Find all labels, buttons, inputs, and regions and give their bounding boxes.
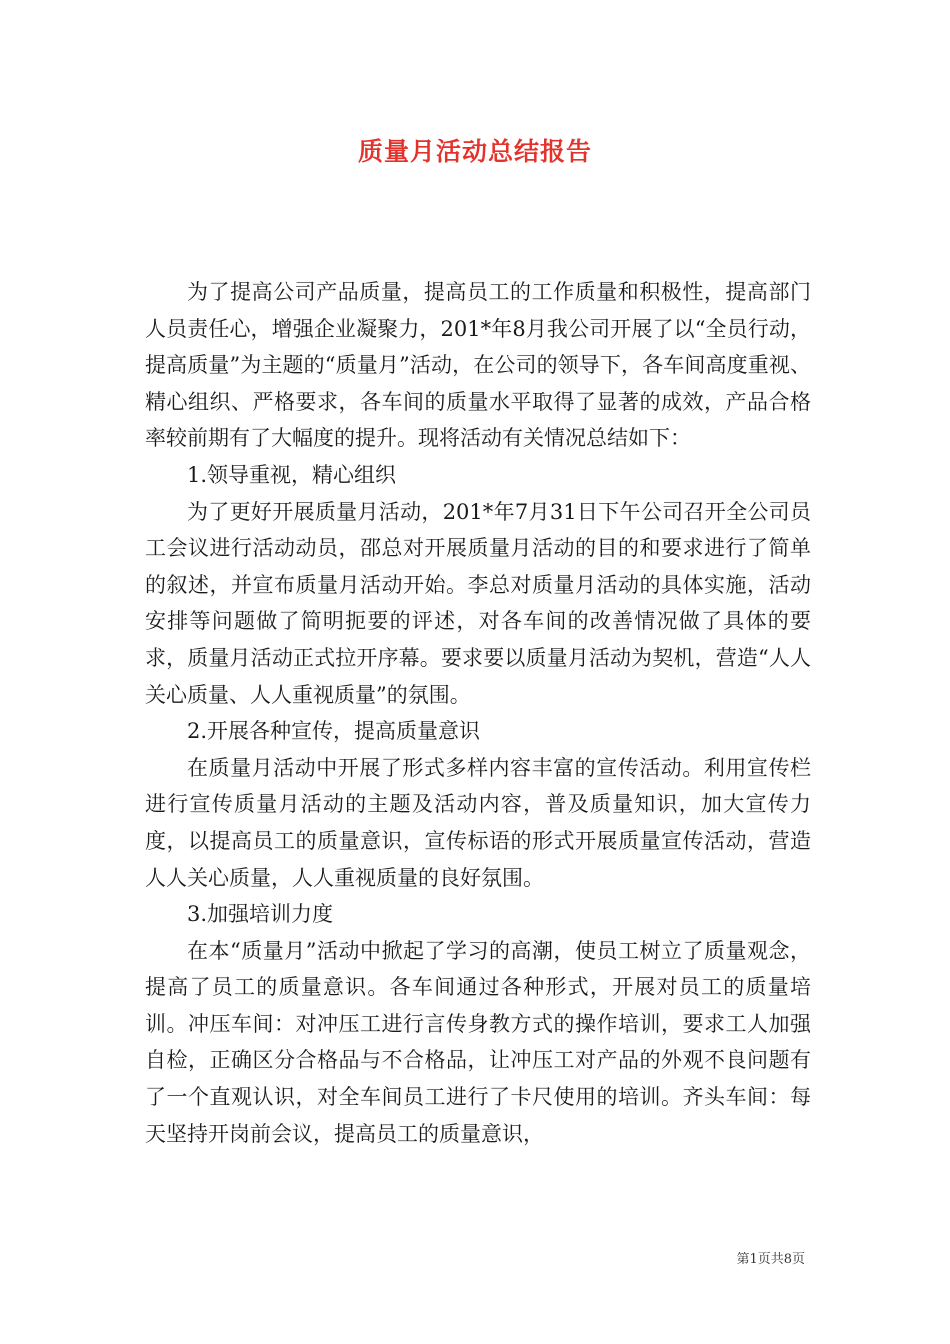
paragraph-section-3: 在本“质量月”活动中掀起了学习的高潮，使员工树立了质量观念，提高了员工的质量意识。各车间通过各种形式，开展对员工的质量培训。冲压车间：对冲压工进行言传身教方式的操作培训，要求工人加强自检，正确区分合格品与不合格品，让冲压工对产品的外观不良问题有了一个直观认识，对全车间员工进行了卡尺使用的培训。齐头车间：每天坚持开岗前会议，提高员工的质量意识， [145, 938, 811, 1146]
section-heading-1: 1.领导重视，精心组织 [187, 462, 397, 487]
page-number: 第1页共8页 [736, 1252, 805, 1267]
section-heading-3: 3.加强培训力度 [187, 902, 334, 927]
document-title: 质量月活动总结报告 [357, 137, 592, 166]
paragraph-section-2: 在质量月活动中开展了形式多样内容丰富的宣传活动。利用宣传栏进行宣传质量月活动的主题及活动内容，普及质量知识，加大宣传力度，以提高员工的质量意识，宣传标语的形式开展质量宣传活动，营造人人关心质量，人人重视质量的良好氛围。 [145, 755, 811, 890]
paragraph-intro: 为了提高公司产品质量，提高员工的工作质量和积极性，提高部门人员责任心，增强企业凝聚力，201*年8月我公司开展了以“全员行动，提高质量”为主题的“质量月”活动，在公司的领导下，各车间高度重视、精心组织、严格要求，各车间的质量水平取得了显著的成效，产品合格率较前期有了大幅度的提升。现将活动有关情况总结如下： [145, 280, 811, 451]
paragraph-section-1: 为了更好开展质量月活动，201*年7月31日下午公司召开全公司员工会议进行活动动员，邵总对开展质量月活动的目的和要求进行了简单的叙述，并宣布质量月活动开始。李总对质量月活动的具体实施，活动安排等问题做了简明扼要的评述，对各车间的改善情况做了具体的要求，质量月活动正式拉开序幕。要求要以质量月活动为契机，营造“人人关心质量、人人重视质量”的氛围。 [145, 499, 811, 707]
section-heading-2: 2.开展各种宣传，提高质量意识 [187, 719, 481, 744]
document-body [145, 274, 811, 1152]
